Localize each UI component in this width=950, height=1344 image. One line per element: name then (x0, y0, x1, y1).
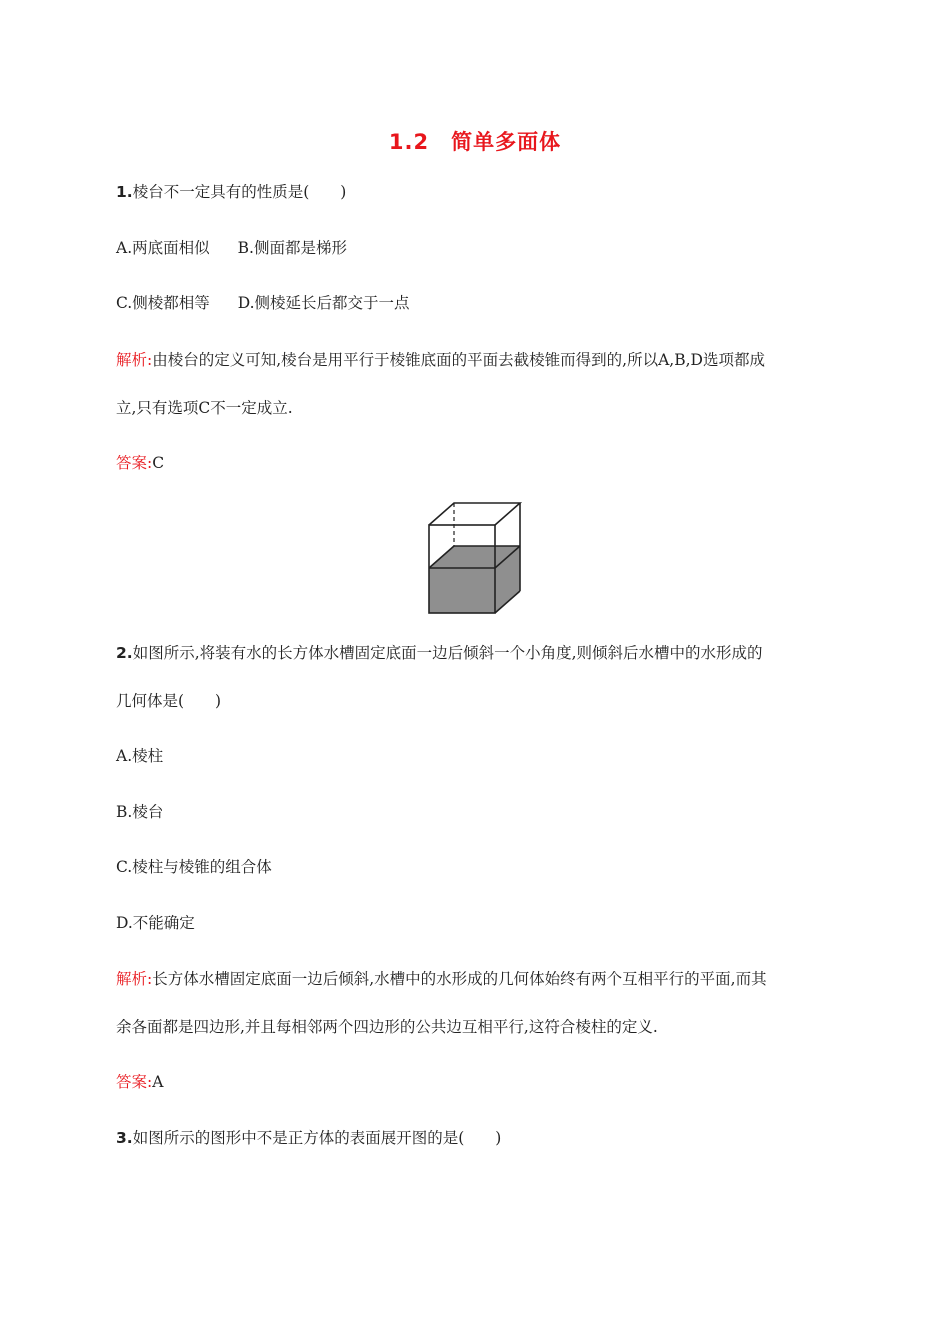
question-3-number: 3. (116, 1129, 133, 1147)
question-2-option-b: B.棱台 (116, 803, 164, 821)
question-2-text-1: 如图所示,将装有水的长方体水槽固定底面一边后倾斜一个小角度,则倾斜后水槽中的水形成的 (132, 644, 763, 662)
question-2-stem (116, 641, 763, 663)
question-1-analysis-text-1: 由棱台的定义可知,棱台是用平行于棱锥底面的平面去截棱锥而得到的,所以A,B,D选项都成 (152, 351, 765, 369)
water-tank-figure (426, 500, 526, 618)
question-1-answer-value: C (152, 454, 165, 472)
answer-label: 答案: (116, 454, 153, 472)
question-2-analysis-text-2: 余各面都是四边形,并且每相邻两个四边形的公共边互相平行,这符合棱柱的定义. (116, 1018, 658, 1036)
question-2-analysis-text-1: 长方体水槽固定底面一边后倾斜,水槽中的水形成的几何体始终有两个互相平行的平面,而其 (152, 970, 767, 988)
question-1-options-row-2 (116, 291, 410, 313)
question-1-analysis-text-2: 立,只有选项C不一定成立. (116, 399, 293, 417)
analysis-label: 解析: (116, 351, 153, 369)
question-3-stem (116, 1126, 501, 1148)
question-2-option-a: A.棱柱 (116, 747, 164, 765)
question-2-text-2: 几何体是( ) (116, 692, 222, 710)
question-1-options-row-1 (116, 236, 347, 258)
question-2-answer-value: A (152, 1073, 164, 1091)
question-1-option-b: B.侧面都是梯形 (237, 239, 347, 257)
question-3-text: 如图所示的图形中不是正方体的表面展开图的是( ) (132, 1129, 502, 1147)
answer-label: 答案: (116, 1073, 153, 1091)
question-1-analysis (116, 348, 765, 370)
section-title: 1.2 简单多面体 (388, 130, 562, 154)
question-1-number: 1. (116, 183, 133, 201)
question-1-option-d: D.侧棱延长后都交于一点 (237, 294, 410, 312)
question-1-answer (116, 451, 164, 473)
water-front-face (429, 568, 495, 613)
question-2-analysis (116, 967, 767, 989)
question-2-option-c: C.棱柱与棱锥的组合体 (116, 858, 272, 876)
question-1-option-c: C.侧棱都相等 (116, 294, 210, 312)
question-2-answer (116, 1070, 163, 1092)
analysis-label: 解析: (116, 970, 153, 988)
question-1-text: 棱台不一定具有的性质是( ) (132, 183, 347, 201)
question-1-option-a: A.两底面相似 (116, 239, 210, 257)
question-2-option-d: D.不能确定 (116, 914, 195, 932)
question-1-stem (116, 180, 346, 202)
question-2-number: 2. (116, 644, 133, 662)
